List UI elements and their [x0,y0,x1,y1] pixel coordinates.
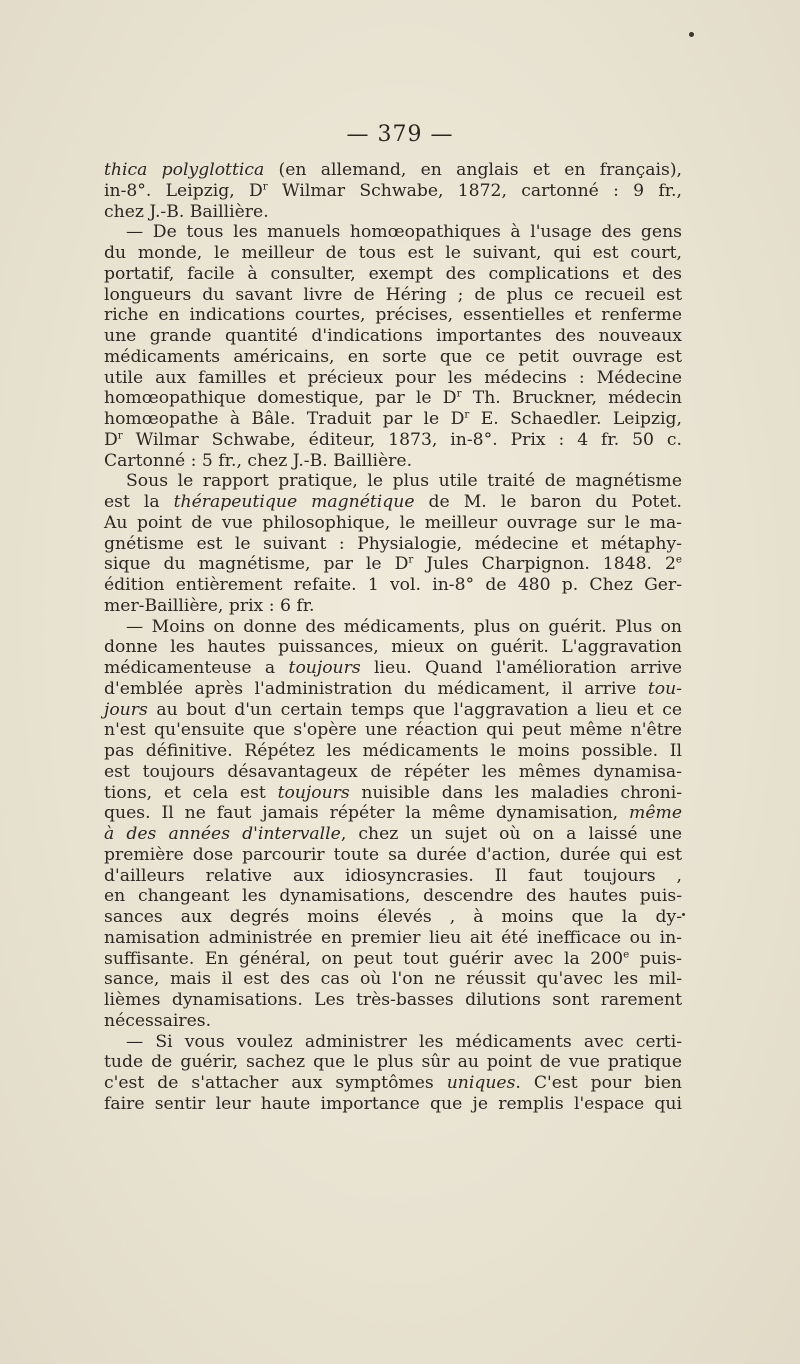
text-segment: homœopathique domestique, par le D [104,388,457,409]
superscript-text: r [408,553,414,566]
text-segment: — Si vous voulez administrer les médicaments avec certi- [126,1031,682,1052]
text-segment: édition entièrement refaite. 1 vol. in-8° de 480 p. Chez Ger- [104,575,682,595]
text-segment: médicamenteuse a [104,658,289,678]
text-line [104,451,682,472]
italic-text: thica polyglottica [104,160,265,180]
text-segment: médicaments américains, en sorte que ce petit ouvrage est [104,346,682,367]
text-segment: . C'est pour bien [515,1073,682,1093]
text-line [104,160,682,181]
text-segment: Wilmar Schwabe, éditeur, 1873, in-8°. Prix : 4 fr. 50 c. [122,429,682,450]
text-line [104,492,682,513]
text-segment: riche en indications courtes, précises, essentielles et renferme [104,305,682,326]
text-line [104,1073,682,1094]
text-segment: Th. Bruckner, médecin [461,388,682,409]
text-line [104,824,682,845]
text-segment: utile aux familles et précieux pour les médecins : Médecine [104,367,682,388]
text-segment: longueurs du savant livre de Héring ; de plus ce recueil est [104,284,682,305]
text-line [104,783,682,804]
text-segment: en changeant les dynamisations, descendre des hautes puis- [104,886,682,907]
text-segment: — De tous les manuels homœopathiques à l'usage des gens [126,222,682,243]
text-segment: lieu. Quand l'amélioration arrive [360,658,682,678]
text-segment: est toujours désavantageux de répéter les mêmes dynamisa- [104,761,682,782]
text-segment: D [104,429,118,450]
text-segment: puis- [629,948,682,969]
text-segment: — Moins on donne des médicaments, plus on guérit. Plus on [126,616,682,637]
text-line [104,866,682,887]
text-segment: donne les hautes puissances, mieux on guérit. L'aggravation [104,637,682,658]
text-segment: chez J.-B. Baillière. [104,201,269,222]
text-line [104,368,682,389]
text-segment: portatif, facile à consulter, exempt des complications et des [104,263,682,284]
text-line [104,741,682,762]
italic-text: uniques [446,1073,516,1093]
superscript-text: e [675,553,683,566]
text-line [104,471,682,492]
text-segment: c'est de s'attacher aux symptômes [104,1073,447,1093]
text-line [104,907,682,928]
text-segment: sances aux degrés moins élevés , à moins que la dy- [104,907,682,927]
text-segment: , chez un sujet où on a laissé une [340,824,682,844]
italic-text: toujours [288,658,361,678]
text-line [104,969,682,990]
text-line [104,762,682,783]
text-line [104,305,682,326]
text-line [104,617,682,638]
text-line [104,1032,682,1053]
text-segment: première dose parcourir toute sa durée d'action, durée qui est [104,844,682,865]
text-line [104,928,682,949]
text-segment: d'emblée après l'administration du médicament, il arrive [104,678,648,699]
text-segment: au bout d'un certain temps que l'aggravation a lieu et ce [147,699,682,720]
text-segment: pas définitive. Répétez les médicaments le moins possible. Il [104,741,682,761]
text-segment: sique du magnétisme, par le D [104,554,409,575]
italic-text: toujours [277,782,350,803]
text-line [104,596,682,617]
superscript-text: r [117,429,123,442]
text-segment: E. Schaedler. Leipzig, [469,409,682,429]
text-segment: n'est qu'ensuite que s'opère une réaction qui peut même n'être [104,720,682,741]
text-segment: tude de guérir, sachez que le plus sûr au point de vue pratique [104,1052,682,1073]
text-line [104,264,682,285]
text-segment: namisation administrée en premier lieu ait été inefficace ou in- [104,927,682,948]
text-line [104,409,682,430]
text-segment: est la [104,492,174,512]
text-segment: nécessaires. [104,1010,212,1031]
text-segment: Cartonné : 5 fr., chez J.-B. Baillière. [104,450,413,471]
text-segment: ques. Il ne faut jamais répéter la même dynamisation, [104,803,630,824]
text-segment: homœopathe à Bâle. Traduit par le D [104,409,465,429]
italic-text: à des années d'intervalle [104,824,341,844]
text-line [104,700,682,721]
text-line [104,658,682,679]
text-line [104,637,682,658]
text-line [104,803,682,824]
text-segment: tions, et cela est [104,782,278,803]
text-line [104,388,682,409]
text-segment: d'ailleurs relative aux idiosyncrasies. Il faut toujours , [104,865,682,886]
text-segment: in-8°. Leipzig, D [104,180,263,201]
text-line [104,285,682,306]
text-segment: une grande quantité d'indications importantes des nouveaux [104,326,682,346]
text-line [104,534,682,555]
text-segment: Wilmar Schwabe, 1872, cartonné : 9 fr., [267,180,682,201]
page-number: — 379 — [346,122,454,147]
text-segment: (en allemand, en anglais et en français), [264,160,682,180]
text-segment: de M. le baron du Potet. [414,492,683,512]
text-line [104,720,682,741]
italic-text: même [629,803,682,824]
italic-text: thérapeutique magnétique [173,492,415,512]
text-line [104,430,682,451]
italic-text: tou- [647,678,682,699]
text-line [104,243,682,264]
text-segment: mer-Baillière, prix : 6 fr. [104,595,315,616]
text-line [104,326,682,347]
text-segment: Jules Charpignon. 1848. 2 [413,554,676,575]
body-text [104,160,682,1115]
ink-speck [682,913,685,916]
text-segment: suffisante. En général, on peut tout guérir avec la 200 [104,948,624,969]
text-line [104,222,682,243]
superscript-text: e [623,947,630,960]
text-line [104,1094,682,1115]
italic-text: jours [104,699,148,720]
text-segment: sance, mais il est des cas où l'on ne réussit qu'avec les mil- [104,969,682,990]
text-line [104,1011,682,1032]
text-line [104,990,682,1011]
text-line [104,554,682,575]
text-segment: nuisible dans les maladies chroni- [349,782,683,803]
text-segment: lièmes dynamisations. Les très-basses dilutions sont rarement [104,990,682,1010]
superscript-text: r [464,408,470,421]
text-line [104,202,682,223]
superscript-text: r [262,180,268,193]
text-segment: faire sentir leur haute importance que je remplis l'espace qui [104,1093,682,1114]
text-line [104,347,682,368]
text-line [104,886,682,907]
text-segment: gnétisme est le suivant : Physialogie, médecine et métaphy- [104,533,682,554]
text-segment: Sous le rapport pratique, le plus utile traité de magnétisme [126,471,682,492]
ink-speck [689,32,694,37]
text-line [104,513,682,534]
text-line [104,181,682,202]
text-segment: Au point de vue philosophique, le meilleur ouvrage sur le ma- [104,512,682,533]
text-line [104,949,682,970]
text-line [104,1052,682,1073]
text-line [104,679,682,700]
text-line [104,575,682,596]
superscript-text: r [456,387,462,400]
text-segment: du monde, le meilleur de tous est le suivant, qui est court, [104,243,682,263]
text-line [104,845,682,866]
